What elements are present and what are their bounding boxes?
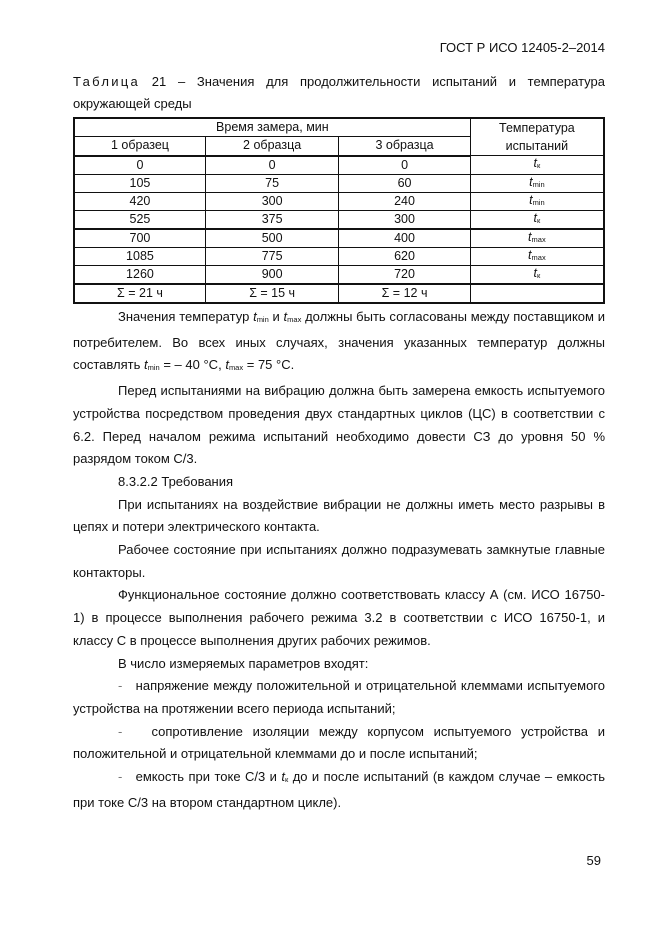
paragraph: Значения температур $t_{min}$ и $t_{max}$ должны быть согласованы между поставщиком и потребителем. Во всех иных случаях, значения указанных температур должны составлять $t_{min}$ = – 40 °C, $t_{max} = 75$ °C. (73, 309, 605, 373)
total-cell: Σ = 21 ч (74, 284, 205, 303)
page-number: 59 (586, 853, 601, 868)
paragraph: При испытаниях на воздействие вибрации не должны иметь место разрывы в цепях и потери электрического контакта. (73, 496, 605, 535)
list-item: - емкость при токе С/3 и $t_к$ до и после испытаний (в каждом случае – емкость при токе С/3 на втором стандартном цикле). (73, 769, 606, 810)
table-cell: 240 (339, 192, 470, 210)
table-cell: 75 (205, 174, 338, 192)
temp-cell: $t_к$ (470, 210, 604, 229)
table-caption (73, 71, 605, 115)
table-cell: 105 (74, 174, 205, 192)
total-cell: Σ = 15 ч (205, 284, 338, 303)
table-cell: 775 (205, 247, 338, 265)
test-duration-table (73, 117, 605, 304)
table-cell: 500 (205, 229, 338, 248)
table-cell: 0 (205, 156, 338, 175)
temp-cell: $t_{min}$ (470, 192, 604, 210)
paragraph: В число измеряемых параметров входят: (118, 655, 369, 671)
document-header: ГОСТ Р ИСО 12405-2–2014 (439, 40, 605, 55)
total-cell: Σ = 12 ч (339, 284, 470, 303)
list-item: - напряжение между положительной и отрицательной клеммами испытуемого устройства на протяжении всего периода испытаний; (73, 678, 605, 716)
caption-text: 21 – Значения для продолжительности испытаний и температура окружающей среды (73, 74, 605, 111)
temp-header-cell: Температура испытаний (470, 118, 604, 156)
paragraph: Функциональное состояние должно соответствовать классу А (см. ИСО 16750-1) в процессе выполнения рабочего режима 3.2 в соответствии с ИСО 16750-1, и классу С в процессе выполнения других рабочих режимов. (73, 587, 605, 648)
temp-cell: $t_{min}$ (470, 174, 604, 192)
table-cell: 720 (339, 265, 470, 284)
table-cell: 620 (339, 247, 470, 265)
table-cell: 1260 (74, 265, 205, 284)
table-cell: 300 (205, 192, 338, 210)
table-cell: 900 (205, 265, 338, 284)
temp-cell: $t_{max}$ (470, 247, 604, 265)
table-cell: 0 (74, 156, 205, 175)
temp-cell: $t_к$ (470, 265, 604, 284)
table-cell: 525 (74, 210, 205, 229)
table-cell: 1085 (74, 247, 205, 265)
body-text (73, 306, 605, 814)
caption-label: Таблица (73, 74, 141, 89)
section-heading: 8.3.2.2 Требования (118, 473, 234, 489)
table-cell: 375 (205, 210, 338, 229)
group-header-cell: Время замера, мин (74, 118, 470, 137)
column-header: 1 образец (74, 137, 205, 156)
table-cell: 300 (339, 210, 470, 229)
table-cell: 400 (339, 229, 470, 248)
paragraph: Рабочее состояние при испытаниях должно подразумевать замкнутые главные контакторы. (73, 542, 605, 580)
column-header: 3 образца (339, 137, 470, 156)
temp-cell: $t_{max}$ (470, 229, 604, 248)
table-cell: 60 (339, 174, 470, 192)
temp-cell: $t_к$ (470, 156, 604, 175)
table-cell: 700 (74, 229, 205, 248)
list-item: - сопротивление изоляции между корпусом испытуемого устройства и положительной и отрицательной клеммами до и после испытаний; (73, 723, 605, 762)
table-cell: 420 (74, 192, 205, 210)
paragraph: Перед испытаниями на вибрацию должна быть замерена емкость испытуемого устройства посредством проведения двух стандартных циклов (ЦС) в соответствии с 6.2. Перед началом режима испытаний необходимо довести СЗ до уровня 50 % разрядом током С/3. (73, 383, 605, 467)
table-cell: 0 (339, 156, 470, 175)
total-cell (470, 284, 604, 303)
column-header: 2 образца (205, 137, 338, 156)
